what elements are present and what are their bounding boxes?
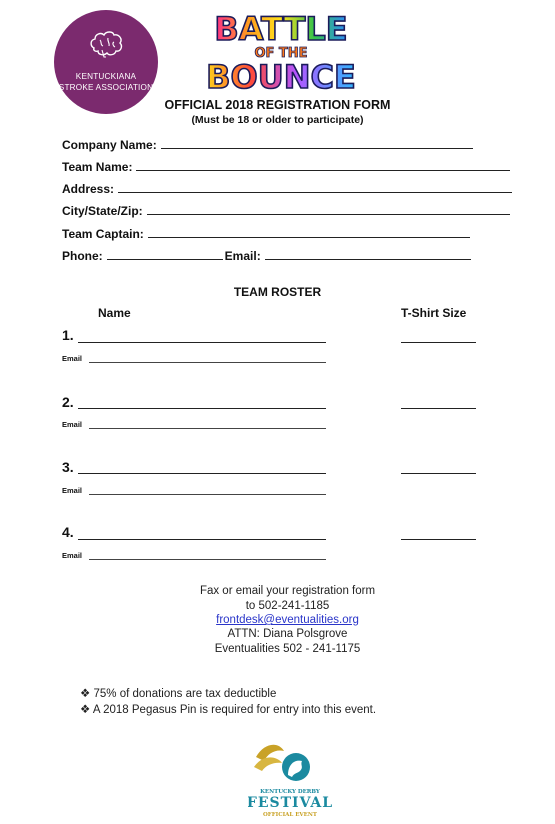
team-captain-line[interactable] xyxy=(148,236,470,238)
email-label: Email: xyxy=(224,249,261,263)
member-email-label: Email xyxy=(62,486,83,495)
member-name-line[interactable] xyxy=(78,539,326,540)
city-state-zip-line[interactable] xyxy=(147,213,510,215)
team-name-label: Team Name: xyxy=(62,160,133,174)
diamond-bullet-icon: ❖ xyxy=(80,704,91,716)
company-name-field[interactable] xyxy=(62,134,473,152)
logo-word-battle: BATTLE xyxy=(214,10,348,48)
org-name-line2: STROKE ASSOCIATION xyxy=(58,83,154,92)
contact-fax: to 502-241-1185 xyxy=(245,600,330,612)
logo-word-of-the: OF THE xyxy=(254,46,308,61)
phone-field[interactable] xyxy=(62,245,471,263)
festival-line1: KENTUCKY DERBY xyxy=(260,789,320,795)
email-line[interactable] xyxy=(265,258,471,260)
roster-tshirt-header: T-Shirt Size xyxy=(401,306,467,320)
note-tax-deductible xyxy=(80,686,276,700)
member-email-label: Email xyxy=(62,420,83,429)
roster-row-number: 1. xyxy=(62,327,74,343)
derby-festival-logo xyxy=(248,737,332,819)
member-name-line[interactable] xyxy=(78,342,326,343)
contact-attention: ATTN: Diana Polsgrove xyxy=(227,628,348,640)
contact-instructions: Fax or email your registration form xyxy=(199,585,376,597)
logo-word-bounce: BOUNCE xyxy=(206,58,356,94)
note-text: 75% of donations are tax deductible xyxy=(93,688,277,700)
phone-line[interactable] xyxy=(107,258,223,260)
pegasus-icon xyxy=(254,745,310,781)
form-title: OFFICIAL 2018 REGISTRATION FORM xyxy=(164,98,391,112)
city-state-zip-label: City/State/Zip: xyxy=(62,204,143,218)
contact-email-link[interactable]: frontdesk@eventualities.org xyxy=(216,614,359,626)
team-captain-field[interactable] xyxy=(62,223,470,241)
phone-label: Phone: xyxy=(62,249,103,263)
team-captain-label: Team Captain: xyxy=(62,227,144,241)
company-name-line[interactable] xyxy=(161,147,473,149)
form-subtitle: (Must be 18 or older to participate) xyxy=(191,114,364,126)
tshirt-size-line[interactable] xyxy=(401,342,476,343)
tshirt-size-line[interactable] xyxy=(401,539,476,540)
member-name-line[interactable] xyxy=(78,408,326,409)
festival-line2: FESTIVAL xyxy=(248,795,332,811)
address-label: Address: xyxy=(62,182,115,196)
contact-email-line xyxy=(0,614,555,626)
team-name-field[interactable] xyxy=(62,156,510,174)
member-email-line[interactable] xyxy=(89,494,326,495)
org-name-line1: KENTUCKIANA xyxy=(75,72,137,81)
member-email-label: Email xyxy=(62,551,83,560)
note-pegasus-pin xyxy=(80,702,376,716)
member-email-line[interactable] xyxy=(89,428,326,429)
member-email-label: Email xyxy=(62,354,83,363)
tshirt-size-line[interactable] xyxy=(401,473,476,474)
tshirt-size-line[interactable] xyxy=(401,408,476,409)
brain-icon xyxy=(88,30,124,60)
roster-row-number: 3. xyxy=(62,459,74,475)
member-email-line[interactable] xyxy=(89,362,326,363)
note-text: A 2018 Pegasus Pin is required for entry into this event. xyxy=(92,704,377,716)
roster-row-number: 4. xyxy=(62,524,74,540)
roster-row-number: 2. xyxy=(62,394,74,410)
address-line[interactable] xyxy=(118,191,512,193)
company-name-label: Company Name: xyxy=(62,138,157,152)
city-state-zip-field[interactable] xyxy=(62,200,510,218)
roster-name-header: Name xyxy=(98,306,131,320)
member-email-line[interactable] xyxy=(89,559,326,560)
address-field[interactable] xyxy=(62,178,512,196)
festival-line3: OFFICIAL EVENT xyxy=(263,812,317,818)
team-roster-title: TEAM ROSTER xyxy=(233,285,322,299)
diamond-bullet-icon: ❖ xyxy=(80,688,91,700)
team-name-line[interactable] xyxy=(136,169,510,171)
battle-of-the-bounce-logo xyxy=(196,6,366,94)
contact-phone: Eventualities 502 - 241-1175 xyxy=(214,643,361,655)
member-name-line[interactable] xyxy=(78,473,326,474)
